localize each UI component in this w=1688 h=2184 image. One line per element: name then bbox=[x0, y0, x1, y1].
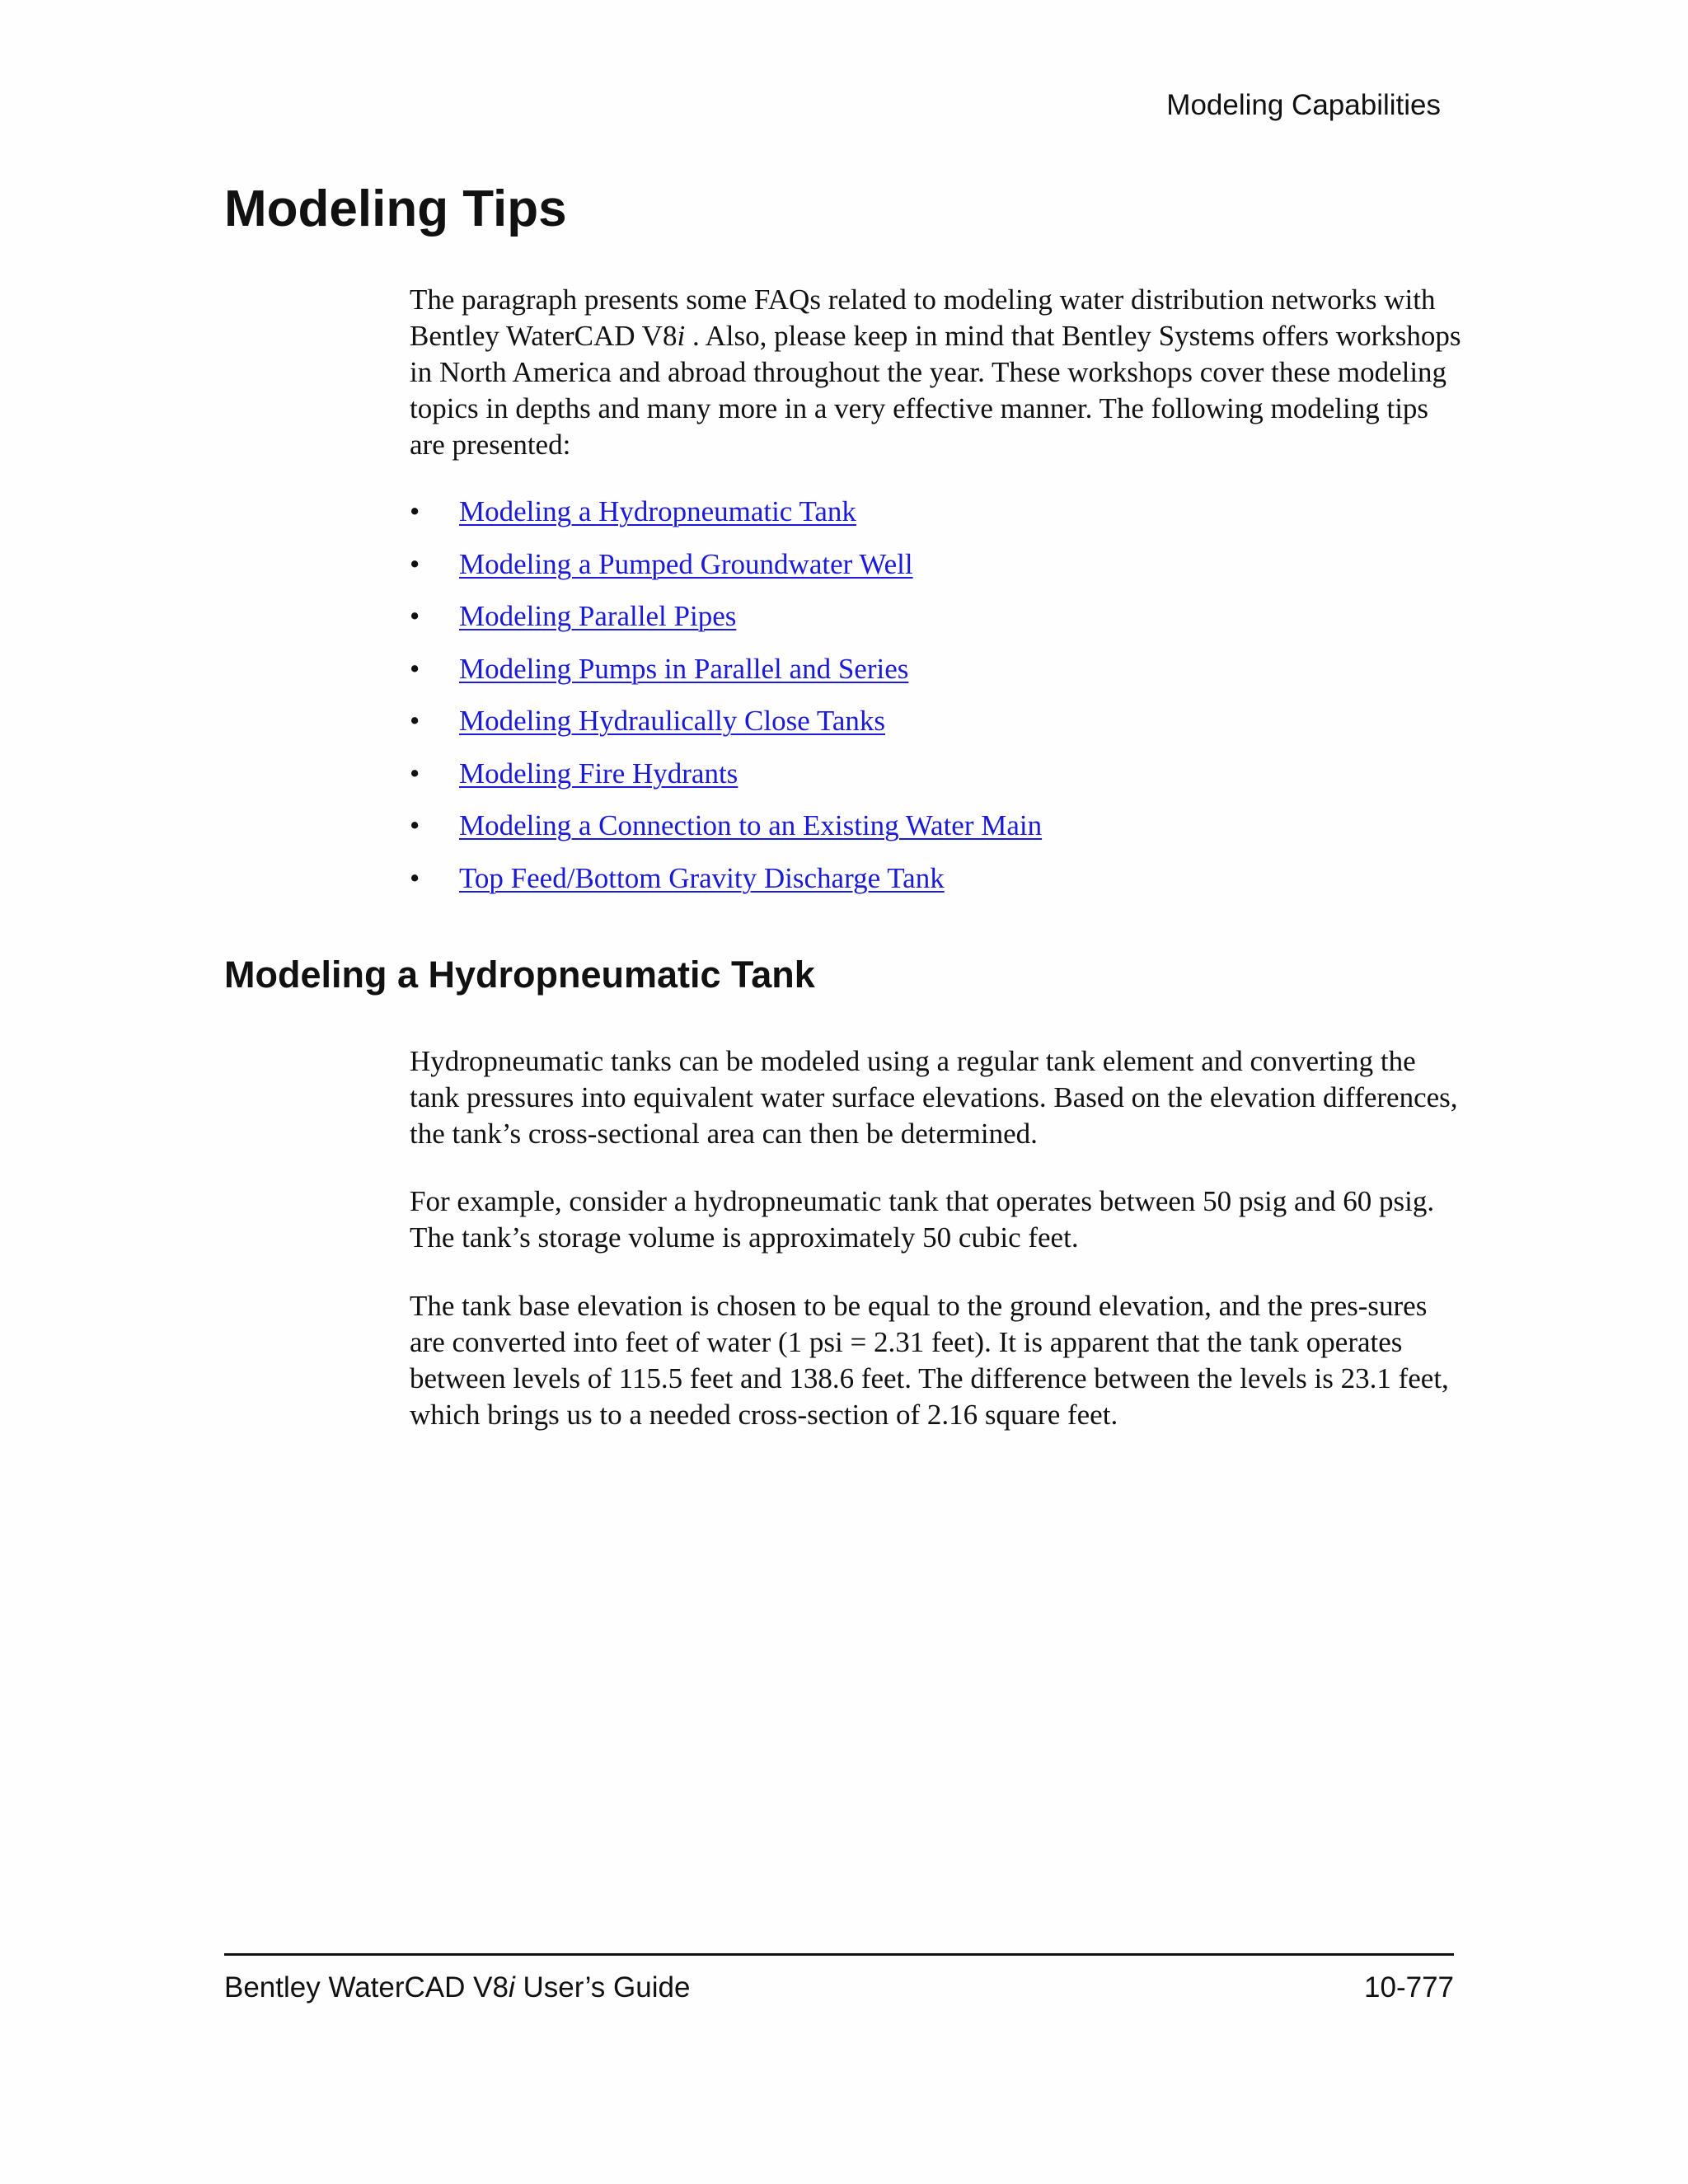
modeling-tips-list bbox=[410, 490, 1042, 908]
intro-text-part1: The paragraph presents some FAQs related to modeling water distribution networks with Bentley WaterCAD V8 bbox=[410, 284, 1436, 352]
paragraph-hydropneumatic-intro: Hydropneumatic tanks can be modeled using a regular tank element and converting the tank pressures into equivalent water surface elevations. Based on the elevation differences, the tank’s cross-sectional area can then be determined. bbox=[410, 1045, 1458, 1150]
link-connection-existing-water-main[interactable]: Modeling a Connection to an Existing Water Main bbox=[459, 809, 1043, 841]
intro-text-part2: . Also, please keep in mind that Bentley Systems offers workshops in North America and abroad throughout the year. These workshops cover these modeling topics in depths and many more in a very effective manner. The following modeling tips are presented: bbox=[410, 320, 1461, 461]
link-pumps-parallel-series[interactable]: Modeling Pumps in Parallel and Series bbox=[459, 652, 909, 685]
bullet-icon: • bbox=[410, 547, 420, 580]
link-hydropneumatic-tank[interactable]: Modeling a Hydropneumatic Tank bbox=[459, 495, 856, 527]
list-item bbox=[410, 804, 1042, 856]
intro-paragraph bbox=[410, 282, 1465, 463]
link-pumped-groundwater-well[interactable]: Modeling a Pumped Groundwater Well bbox=[459, 547, 913, 580]
list-item bbox=[410, 752, 1042, 804]
bullet-icon: • bbox=[410, 705, 420, 737]
footer-divider bbox=[224, 1953, 1454, 1956]
list-item bbox=[410, 647, 1042, 700]
list-item bbox=[410, 490, 1042, 542]
footer-guide-title bbox=[224, 1971, 690, 2004]
bullet-icon: • bbox=[410, 495, 420, 527]
subsection-title: Modeling a Hydropneumatic Tank bbox=[224, 954, 815, 996]
section-title: Modeling Tips bbox=[224, 180, 567, 237]
paragraph-calculation: The tank base elevation is chosen to be equal to the ground elevation, and the pres-sures are converted into feet of water (1 psi = 2.31 feet). It is apparent that the tank operates between levels of 115.5 feet and 138.6 feet. The difference between the levels is 23.1 feet, which brings us to a needed cross-section of 2.16 square feet. bbox=[410, 1290, 1449, 1431]
page-number: 10-777 bbox=[1364, 1971, 1454, 2004]
link-top-feed-bottom-gravity-tank[interactable]: Top Feed/Bottom Gravity Discharge Tank bbox=[459, 861, 945, 894]
list-item bbox=[410, 856, 1042, 909]
paragraph-example: For example, consider a hydropneumatic tank that operates between 50 psig and 60 psig. The tank’s storage volume is approximately 50 cubic feet. bbox=[410, 1185, 1435, 1254]
list-item bbox=[410, 699, 1042, 752]
bullet-icon: • bbox=[410, 652, 420, 685]
link-fire-hydrants[interactable]: Modeling Fire Hydrants bbox=[459, 757, 738, 790]
link-parallel-pipes[interactable]: Modeling Parallel Pipes bbox=[459, 600, 737, 632]
bullet-icon: • bbox=[410, 757, 420, 790]
intro-text-italic: i bbox=[677, 320, 686, 352]
footer-guide-part1: Bentley WaterCAD V8 bbox=[224, 1971, 509, 2004]
footer-guide-part2: User’s Guide bbox=[514, 1971, 691, 2004]
footer-guide-italic: i bbox=[508, 1971, 515, 2004]
running-header: Modeling Capabilities bbox=[1166, 89, 1441, 121]
list-item bbox=[410, 542, 1042, 595]
list-item bbox=[410, 594, 1042, 647]
link-hydraulically-close-tanks[interactable]: Modeling Hydraulically Close Tanks bbox=[459, 705, 885, 737]
bullet-icon: • bbox=[410, 861, 420, 894]
bullet-icon: • bbox=[410, 809, 420, 841]
bullet-icon: • bbox=[410, 600, 420, 632]
